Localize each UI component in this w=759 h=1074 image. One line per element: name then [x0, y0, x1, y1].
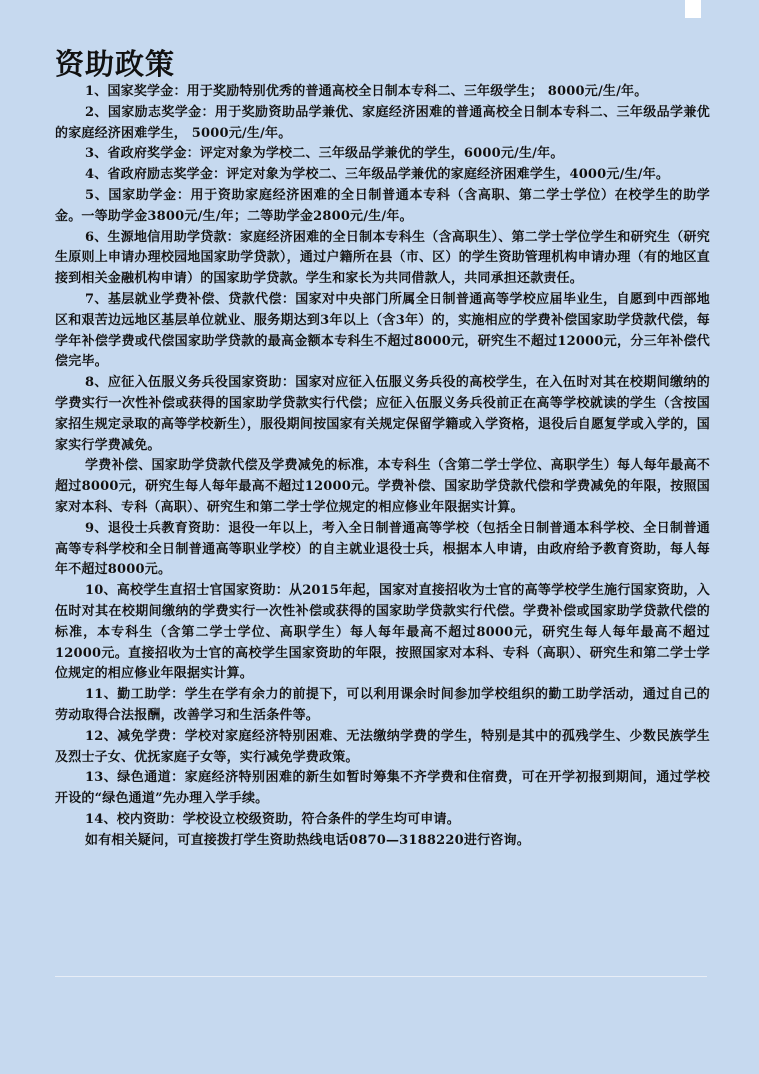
top-notch — [685, 0, 701, 18]
policy-item-nco-recruitment: 10、高校学生直招士官国家资助：从2015年起，国家对直接招收为士官的高等学校学生施行国家资助，入伍时对其在校期间缴纳的学费实行一次性补偿或获得的国家助学贷款实行代偿。学费补偿或国家助学贷款代偿的标准，本专科生（含第二学士学位、高职学生）每人每年最高不超过8000元，研究生每人每年最高不超过12000元。直接招收为士官的高校学生国家资助的年限，按照国家对本科、专科（高职）、研究生和第二学士学位规定的相应修业年限据实计算。 — [55, 583, 710, 682]
policy-item-national-encouragement-scholarship: 2、国家励志奖学金：用于奖励资助品学兼优、家庭经济困难的普通高校全日制本专科二、三年级品学兼优的家庭经济困难学生， 5000元/生/年。 — [55, 104, 710, 141]
policy-item-provincial-scholarship: 3、省政府奖学金：评定对象为学校二、三年级品学兼优的学生，6000元/生/年。 — [85, 146, 564, 162]
policy-item-national-grant: 5、国家助学金：用于资助家庭经济困难的全日制普通本专科（含高职、第二学士学位）在校学生的助学金。一等助学金3800元/生/年；二等助学金2800元/生/年。 — [55, 187, 710, 224]
policy-item-grassroots-employment: 7、基层就业学费补偿、贷款代偿：国家对中央部门所属全日制普通高等学校应届毕业生，自愿到中西部地区和艰苦边远地区基层单位就业、服务期达到3年以上（含3年）的，实施相应的学费补偿国家助学贷款代偿，每学年补偿学费或代偿国家助学贷款的最高金额本专科生不超过8000元，研究生不超过12000元，分三年补偿代偿完毕。 — [55, 291, 710, 370]
policy-item-student-loan: 6、生源地信用助学贷款：家庭经济困难的全日制本专科生（含高职生）、第二学士学位学生和研究生（研究生原则上申请办理校园地国家助学贷款），通过户籍所在县（市、区）的学生资助管理机构申请办理（有的地区直接到相关金融机构申请）的国家助学贷款。学生和家长为共同借款人，共同承担还款责任。 — [55, 229, 710, 287]
policy-item-national-scholarship: 1、国家奖学金：用于奖励特别优秀的普通高校全日制本专科二、三年级学生； 8000元/生/年。 — [85, 84, 648, 99]
policy-item-military-service: 8、应征入伍服义务兵役国家资助：国家对应征入伍服义务兵役的高校学生，在入伍时对其在校期间缴纳的学费实行一次性补偿或获得的国家助学贷款实行代偿；应征入伍服义务兵役前正在高等学校就读的学生（含按国家招生规定录取的高等学校新生），服役期间按国家有关规定保留学籍或入学资格，退役后自愿复学或入学的，国家实行学费减免。 — [55, 375, 710, 453]
top-strip — [0, 0, 759, 18]
policy-content — [55, 82, 710, 851]
footer-divider — [55, 976, 707, 977]
policy-item-provincial-encouragement-scholarship: 4、省政府励志奖学金：评定对象为学校二、三年级品学兼优的家庭经济困难学生，4000元/生/年。 — [85, 167, 670, 183]
contact-note: 如有相关疑问，可直接拨打学生资助热线电话0870—3188220进行咨询。 — [85, 832, 530, 848]
page-title: 资助政策 — [55, 47, 176, 81]
policy-item-military-service-standards: 学费补偿、国家助学贷款代偿及学费减免的标准，本专科生（含第二学士学位、高职学生）每人每年最高不超过8000元，研究生每人每年最高不超过12000元。学费补偿、国家助学贷款代偿和学费减免的年限，按照国家对本科、专科（高职）、研究生和第二学士学位规定的相应修业年限据实计算。 — [55, 458, 710, 515]
policy-item-green-channel: 13、绿色通道：家庭经济特别困难的新生如暂时筹集不齐学费和住宿费，可在开学初报到期间，通过学校开设的“绿色通道”先办理入学手续。 — [55, 770, 710, 807]
policy-item-work-study: 11、勤工助学：学生在学有余力的前提下，可以利用课余时间参加学校组织的勤工助学活动，通过自己的劳动取得合法报酬，改善学习和生活条件等。 — [55, 687, 710, 723]
policy-item-tuition-waiver: 12、减免学费：学校对家庭经济特别困难、无法缴纳学费的学生，特别是其中的孤残学生、少数民族学生及烈士子女、优抚家庭子女等，实行减免学费政策。 — [55, 728, 710, 765]
policy-item-campus-aid: 14、校内资助：学校设立校级资助，符合条件的学生均可申请。 — [85, 811, 460, 827]
policy-item-veteran-education: 9、退役士兵教育资助：退役一年以上，考入全日制普通高等学校（包括全日制普通本科学校、全日制普通高等专科学校和全日制普通高等职业学校）的自主就业退役士兵，根据本人申请，由政府给予教育资助，每人每年不超过8000元。 — [55, 520, 710, 578]
